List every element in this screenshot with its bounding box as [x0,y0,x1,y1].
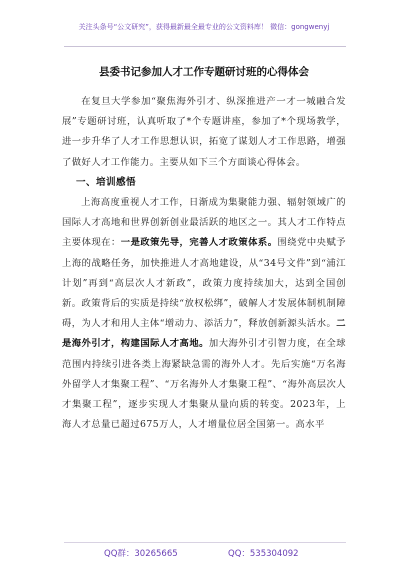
p2-text-c: 围绕党中央赋予上海的战略任务，加快推进人才高地建设，从“34号文件”到“浦江计划”再到“高层次人才新政”，政策力度持续加大，达到全国创新。政策背后的实质是持续“放权松绑”，破解人才发展体制机制障碍，为人才和用人主体“增动力、添活力”，释放创新源头活水。 [62,237,347,330]
qq-contact-label: QQ：535304092 [228,549,299,559]
section-heading-1: 一、培训感悟 [76,176,136,188]
footer-divider [64,542,346,543]
section1-paragraph [62,193,346,435]
p2-bold-point-2: 二是海外引才，构建国际人才高地。 [62,318,346,350]
qq-group-label: QQ群：30265665 [104,549,178,559]
p2-text-a: 上海高度重视人才工作，日渐成为集聚能力强、辐射领域广的国际人才高地和世界创新创业最活跃的地区之一。其人才工作特点主要体现在： [62,197,346,249]
intro-text: 在复旦大学参加“聚焦海外引才、纵深推进产一才一城融合发展”专题研讨班，认真听取了*个专题讲座，参加了*个现场教学，进一步升华了人才工作思想认识，拓宽了谋划人才工作思路，增强了做好人才工作能力。主要从如下三个方面谈心得体会。 [62,96,346,168]
header-divider [64,46,346,47]
promo-header: 关注头条号“公文研究”，获得最新最全最专业的公文资料库！ 微信：gongwenyj [78,23,330,31]
document-body [62,92,346,435]
intro-paragraph [62,92,346,173]
p2-bold-point-1: 一是政策先导，完善人才政策体系。 [120,237,278,249]
document-title: 县委书记参加人才工作专题研讨班的心得体会 [99,66,309,78]
p2-text-d: 加大海外引才引智力度，在全球范围内持续引进各类上海紧缺急需的海外人才。先后实施“万名海外留学人才集聚工程”、“万名海外人才集聚工程”、“海外高层次人才集聚工程”，逐步实现人才集聚从量向质的转变。2023年，上海人才总量已超过675万人，人才增量位居全国第一。高水平 [62,338,346,431]
